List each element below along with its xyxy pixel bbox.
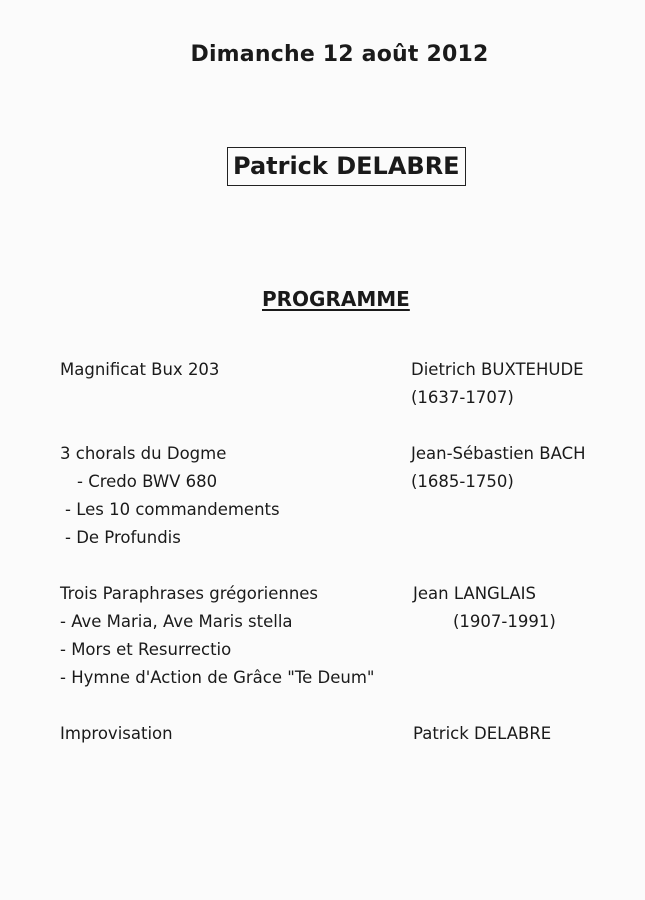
work-subitem: - Les 10 commandements — [65, 500, 280, 519]
composer-column — [413, 580, 556, 636]
composer-name: Dietrich BUXTEHUDE — [411, 360, 584, 379]
composer-column — [411, 440, 586, 496]
programme-title: PROGRAMME — [262, 287, 410, 311]
composer-name: Jean-Sébastien BACH — [411, 444, 586, 463]
work-column — [60, 720, 173, 748]
work-column — [60, 580, 374, 692]
composer-dates: (1637-1707) — [411, 388, 514, 407]
work-column — [60, 440, 280, 552]
composer-column — [413, 720, 551, 748]
work-subitem: - Hymne d'Action de Grâce "Te Deum" — [60, 668, 375, 687]
work-subitem: - Credo BWV 680 — [77, 472, 218, 491]
work-subitem: - Ave Maria, Ave Maris stella — [60, 612, 293, 631]
composer-name: Patrick DELABRE — [413, 724, 552, 743]
work-column — [60, 356, 219, 384]
performer-name: Patrick DELABRE — [227, 147, 466, 186]
composer-column — [411, 356, 584, 412]
composer-dates: (1685-1750) — [411, 472, 514, 491]
concert-date: Dimanche 12 août 2012 — [190, 42, 489, 67]
work-title: Improvisation — [60, 724, 173, 743]
work-title: 3 chorals du Dogme — [60, 444, 227, 463]
work-subitem: - De Profundis — [65, 528, 181, 547]
work-subitem: - Mors et Resurrectio — [60, 640, 232, 659]
work-title: Magnificat Bux 203 — [60, 360, 220, 379]
composer-name: Jean LANGLAIS — [413, 584, 537, 603]
work-title: Trois Paraphrases grégoriennes — [60, 584, 319, 603]
composer-dates: (1907-1991) — [453, 612, 556, 631]
